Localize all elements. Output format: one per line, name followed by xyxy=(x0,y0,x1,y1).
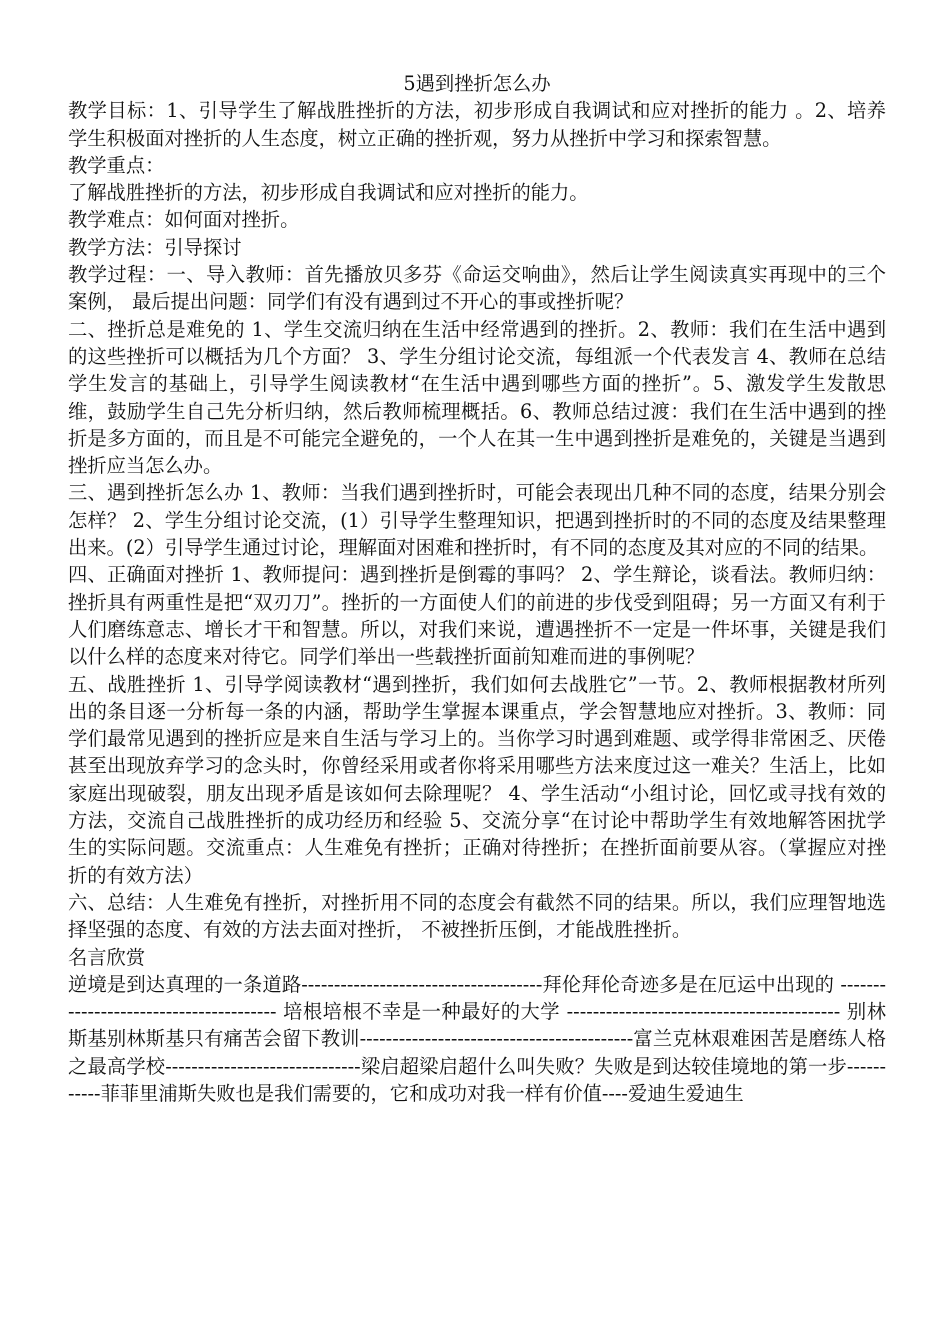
paragraph-quotes: 逆境是到达真理的一条道路-------------------------------------拜伦拜伦奇迹多是在厄运中出现的 --------------------------------------- 培根培根不幸是一种最好的大学 ------------------------------------------ 别林斯基别林斯基只有痛苦会留下教训------------------------------------------富兰克林艰难困苦是磨练人格之最高学校------------------------------梁启超梁启超什么叫失败？失败是到达较佳境地的第一步-----------菲菲里浦斯失败也是我们需要的，它和成功对我一样有价值----爱迪生爱迪生 xyxy=(68,972,886,1105)
paragraph-method: 教学方法：引导探讨 xyxy=(68,235,242,259)
paragraph-section-three: 三、遇到挫折怎么办 1、教师：当我们遇到挫折时，可能会表现出几种不同的态度，结果分别会怎样？ 2、学生分组讨论交流，(1）引导学生整理知识，把遇到挫折时的不同的态度及结果整理出来。(2）引导学生通过讨论，理解面对困难和挫折时，有不同的态度及其对应的不同的结果。 xyxy=(68,481,886,560)
document-page xyxy=(68,70,886,1107)
paragraph-section-two: 二、挫折总是难免的 1、学生交流归纳在生活中经常遇到的挫折。2、教师：我们在生活中遇到的这些挫折可以概括为几个方面？ 3、学生分组讨论交流，每组派一个代表发言 4、教师在总结学生发言的基础上，引导学生阅读教材“在生活中遇到哪些方面的挫折”。5、激发学生发散思维，鼓励学生自己先分析归纳，然后教师梳理概括。6、教师总结过渡：我们在生活中遇到的挫折是多方面的，而且是不可能完全避免的，一个人在其一生中遇到挫折是难免的，关键是当遇到挫折应当怎么办。 xyxy=(68,317,886,478)
paragraph-quotes-heading: 名言欣赏 xyxy=(68,945,146,969)
document-title: 5遇到挫折怎么办 xyxy=(403,72,551,95)
paragraph-key-points: 了解战胜挫折的方法，初步形成自我调试和应对挫折的能力。 xyxy=(68,181,589,205)
paragraph-section-four: 四、正确面对挫折 1、教师提问：遇到挫折是倒霉的事吗？ 2、学生辩论，谈看法。教师归纳：挫折具有两重性是把“双刃刀”。挫折的一方面使人们的前进的步伐受到阻碍；另一方面又有利于人们磨练意志、增长才干和智慧。所以，对我们来说，遭遇挫折不一定是一件坏事，关键是我们以什么样的态度来对待它。同学们举出一些载挫折面前知难而进的事例呢？ xyxy=(68,563,886,669)
paragraph-section-six: 六、总结：人生难免有挫折，对挫折用不同的态度会有截然不同的结果。所以，我们应理智地选择坚强的态度、有效的方法去面对挫折， 不被挫折压倒，才能战胜挫折。 xyxy=(68,890,886,942)
paragraph-section-five: 五、战胜挫折 1、引导学阅读教材“遇到挫折，我们如何去战胜它”一节。2、教师根据教材所列出的条目逐一分析每一条的内涵，帮助学生掌握本课重点，学会智慧地应对挫折。3、教师：同学们最常见遇到的挫折应是来自生活与学习上的。当你学习时遇到难题、或学得非常困乏、厌倦甚至出现放弃学习的念头时，你曾经采用或者你将采用哪些方法来度过这一难关？生活上，比如家庭出现破裂，朋友出现矛盾是该如何去除理呢？ 4、学生活动“小组讨论，回忆或寻找有效的方法，交流自己战胜挫折的成功经历和经验 5、交流分享“在讨论中帮助学生有效地解答困扰学生的实际问题。交流重点：人生难免有挫折；正确对待挫折；在挫折面前要从容。（掌握应对挫折的有效方法） xyxy=(68,672,886,887)
paragraph-process-intro: 教学过程：一、导入教师：首先播放贝多芬《命运交响曲》，然后让学生阅读真实再现中的三个案例， 最后提出问题：同学们有没有遇到过不开心的事或挫折呢？ xyxy=(68,263,886,314)
paragraph-difficulty: 教学难点：如何面对挫折。 xyxy=(68,208,300,232)
paragraph-key-points-heading: 教学重点： xyxy=(68,153,165,177)
paragraph-objectives: 教学目标：1、引导学生了解战胜挫折的方法，初步形成自我调试和应对挫折的能力 。2、培养学生积极面对挫折的人生态度，树立正确的挫折观，努力从挫折中学习和探索智慧。 xyxy=(68,99,886,150)
